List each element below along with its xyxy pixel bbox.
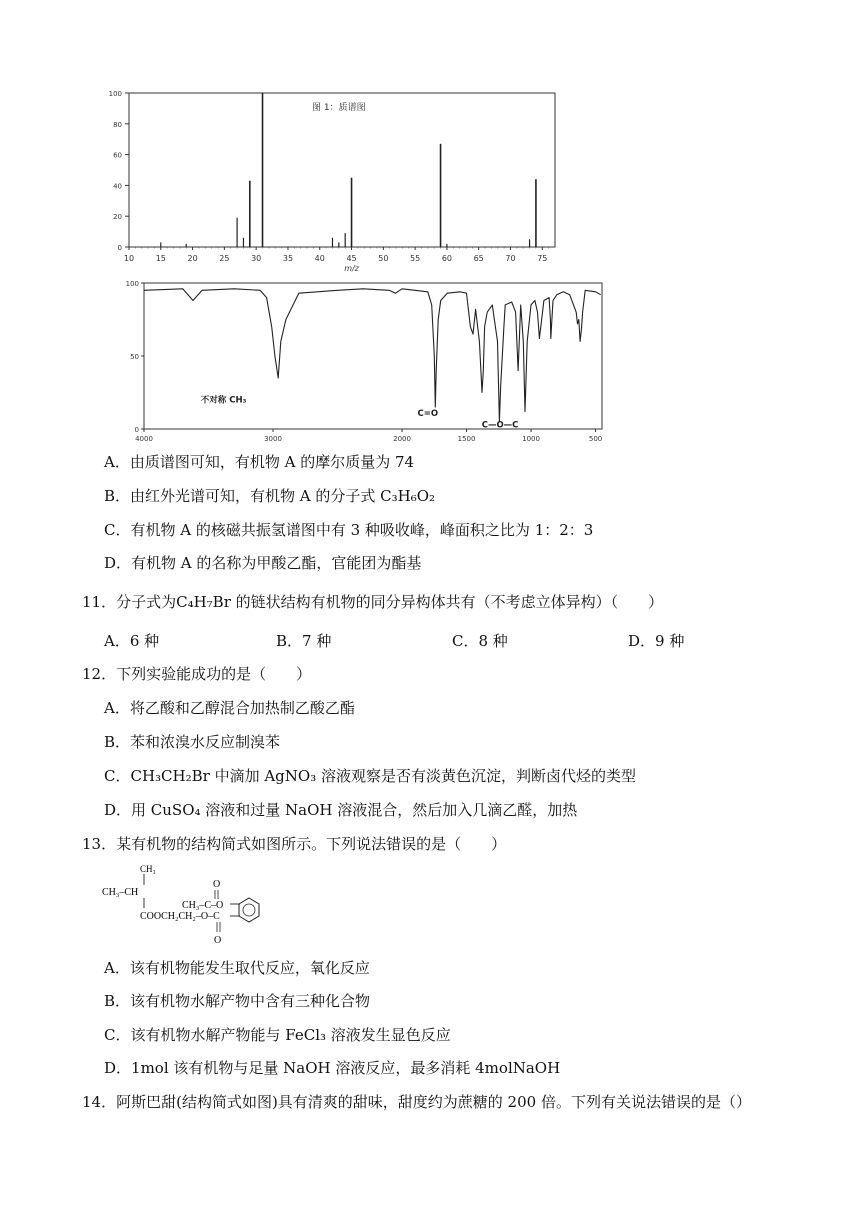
benzene-ring-icon (239, 898, 259, 922)
ms-y-tick-label: 40 (113, 182, 122, 191)
q13-structure-diagram (96, 860, 286, 950)
ir-y-tick-label: 100 (125, 280, 139, 288)
ms-x-axis-label: m/z (344, 264, 359, 273)
ms-x-tick-label: 25 (219, 254, 230, 263)
ms-title: 图 1：质谱图 (312, 103, 366, 113)
struct-o-top: O (213, 879, 221, 890)
q12-option-b: B．苯和浓溴水反应制溴苯 (104, 733, 281, 751)
ms-y-tick-label: 60 (113, 151, 122, 160)
ir-x-tick-label: 1500 (457, 435, 476, 443)
q13-option-d: D．1mol 该有机物与足量 NaOH 溶液反应，最多消耗 4molNaOH (104, 1059, 561, 1077)
ir-x-tick-label: 3000 (264, 435, 282, 443)
ir-x-tick-label: 1000 (522, 435, 540, 443)
ms-x-tick-label: 35 (282, 254, 294, 263)
q12-option-c: C．CH₃CH₂Br 中滴加 AgNO₃ 溶液观察是否有淡黄色沉淀，判断卤代烃的类型 (104, 767, 636, 785)
q11-option-b: B．7 种 (276, 632, 332, 650)
q10-option-d: D．有机物 A 的名称为甲酸乙酯，官能团为酯基 (104, 554, 422, 572)
ir-annotation-co: C=O (417, 408, 439, 419)
q11-option-a: A．6 种 (104, 632, 160, 650)
struct-chain: COOCH₂CH₂–O–C (140, 911, 220, 922)
q12-option-d: D．用 CuSO₄ 溶液和过量 NaOH 溶液混合，然后加入几滴乙醛，加热 (104, 801, 578, 819)
ms-x-tick-label: 10 (123, 254, 135, 263)
q10-option-c: C．有机物 A 的核磁共振氢谱图中有 3 种吸收峰，峰面积之比为 1：2：3 (104, 521, 594, 539)
struct-ch3-ch: CH₃–CH (102, 887, 139, 898)
ms-x-tick-label: 30 (251, 254, 262, 263)
ms-x-tick-label: 15 (155, 254, 166, 263)
ms-x-tick-label: 40 (314, 254, 325, 263)
ms-plot-frame (129, 93, 555, 247)
q10-option-a: A．由质谱图可知，有机物 A 的摩尔质量为 74 (104, 453, 415, 471)
q12-option-a: A．将乙酸和乙醇混合加热制乙酸乙酯 (104, 699, 355, 717)
ir-x-tick-label: 500 (588, 435, 603, 443)
ir-annotation-coc: C—O—C (481, 420, 519, 431)
ir-spectrum-chart (118, 278, 610, 444)
ms-y-tick-label: 20 (113, 213, 122, 222)
q13-option-b: B．该有机物水解产物中含有三种化合物 (104, 992, 371, 1010)
ms-y-tick-label: 0 (117, 244, 122, 252)
ms-x-tick-label: 75 (537, 254, 548, 263)
ms-x-tick-label: 65 (473, 254, 484, 263)
q10-option-b: B．由红外光谱可知，有机物 A 的分子式 C₃H₆O₂ (104, 487, 436, 505)
q13-stem: 13．某有机物的结构简式如图所示。下列说法错误的是（ ） (82, 835, 507, 853)
ms-y-tick-label: 100 (108, 90, 122, 98)
ir-x-tick-label: 4000 (135, 435, 153, 443)
ms-x-tick-label: 50 (378, 254, 389, 263)
struct-top-ch3: CH₃ (140, 864, 156, 874)
ir-y-tick-label: 0 (134, 426, 139, 434)
ir-y-tick-label: 50 (130, 353, 139, 361)
q13-option-c: C．该有机物水解产物能与 FeCl₃ 溶液发生显色反应 (104, 1026, 451, 1044)
ir-annotation-ch3: 不对称 CH₃ (200, 395, 247, 406)
ir-plot-frame (144, 283, 602, 429)
ms-x-tick-label: 60 (441, 254, 453, 263)
ir-spectrum-svg (118, 278, 610, 444)
q13-structure-svg (96, 860, 286, 950)
ms-x-tick-label: 55 (410, 254, 421, 263)
ir-x-tick-label: 2000 (393, 435, 411, 443)
q11-option-c: C．8 种 (452, 632, 508, 650)
q12-stem: 12．下列实验能成功的是（ ） (82, 665, 312, 683)
q11-option-d: D．9 种 (628, 632, 685, 650)
ms-x-tick-label: 45 (346, 254, 357, 263)
ms-x-tick-label: 70 (505, 254, 516, 263)
ms-x-tick-label: 20 (187, 254, 198, 263)
ms-y-tick-label: 80 (113, 120, 122, 129)
struct-acyl: CH₃–C–O (182, 900, 224, 911)
mass-spectrum-svg (96, 86, 566, 276)
q13-option-a: A．该有机物能发生取代反应，氧化反应 (104, 959, 370, 977)
q14-stem: 14．阿斯巴甜(结构简式如图)具有清爽的甜味，甜度约为蔗糖的 200 倍。下列有关说法错误的是（） (82, 1093, 751, 1111)
mass-spectrum-chart (96, 86, 566, 276)
q11-stem: 11．分子式为C₄H₇Br 的链状结构有机物的同分异构体共有（不考虑立体异构）（ ） (82, 593, 664, 611)
struct-o-bottom: O (214, 935, 222, 946)
